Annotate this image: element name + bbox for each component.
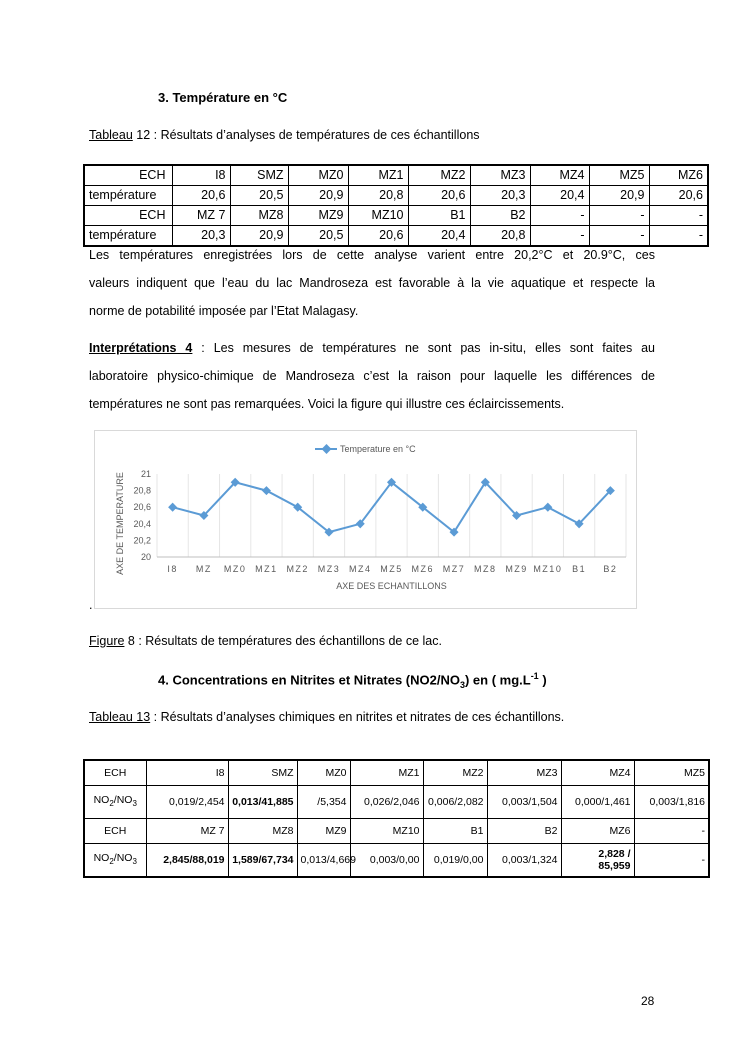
no-label-part: NO: [93, 851, 110, 864]
no-label-part: 2: [109, 857, 114, 867]
table-12-cell: 20,6: [408, 186, 470, 206]
chart-x-tick-label: MZ1: [255, 564, 278, 574]
table-13-cell: MZ2: [423, 760, 487, 786]
table-12-cell: 20,5: [230, 186, 288, 206]
section-4-heading-part-1: 4. Concentrations en Nitrites et Nitrates (NO2/NO: [158, 672, 460, 688]
table-12-row: [84, 186, 708, 206]
chart-x-tick-label: MZ4: [348, 564, 372, 574]
table-13-cell: B1: [423, 819, 487, 844]
page-number: 28: [641, 994, 655, 1008]
table-13-cell: 1,589/67,734: [228, 844, 297, 878]
table-12-cell: 20,9: [288, 186, 348, 206]
table-13-row: [84, 760, 709, 786]
interpretation-line-1: [89, 341, 655, 355]
chart-data-point: [543, 503, 552, 512]
figure-8-caption: [89, 634, 442, 648]
chart-x-tick-label: MZ8: [474, 564, 497, 574]
table-13-cell: MZ10: [350, 819, 423, 844]
table-12-cell: 20,6: [649, 186, 708, 206]
chart-x-tick-label: B1: [572, 564, 587, 574]
table-13-row-label: ECH: [84, 760, 146, 786]
temperature-line-chart: [95, 431, 636, 608]
figure-8-caption-label: Figure: [89, 634, 125, 648]
table-13-cell: MZ3: [487, 760, 561, 786]
chart-x-tick-label: MZ9: [505, 564, 528, 574]
table-13-cell: MZ6: [561, 819, 634, 844]
interpretation-line-2: laboratoire physico-chimique de Mandroseza c’est la raison pour laquelle les différences de: [89, 369, 655, 383]
table-12-cell: 20,6: [172, 186, 230, 206]
table-13-cell: 2,828 / 85,959: [561, 844, 634, 878]
table-12-cell: MZ6: [649, 165, 708, 186]
table-12-row: [84, 206, 708, 226]
table-12-row-label: ECH: [84, 206, 172, 226]
table-13-cell: 0,000/1,461: [561, 786, 634, 819]
table-13-caption-text: : Résultats d’analyses chimiques en nitrites et nitrates de ces échantillons.: [150, 710, 565, 724]
table-12-cell: 20,8: [470, 226, 530, 247]
table-12-cell: MZ1: [348, 165, 408, 186]
figure-8-caption-text: 8 : Résultats de températures des échantillons de ce lac.: [124, 634, 442, 648]
paragraph-1-line-2: valeurs indiquent que l’eau du lac Mandroseza est favorable à la vie aquatique et respecte la: [89, 276, 655, 290]
chart-data-point: [262, 486, 271, 495]
table-13-cell: 0,003/1,324: [487, 844, 561, 878]
table-13-cell: 0,026/2,046: [350, 786, 423, 819]
chart-y-tick-label: 20,6: [133, 502, 151, 513]
table-13-cell: SMZ: [228, 760, 297, 786]
table-12-cell: MZ10: [348, 206, 408, 226]
table-12-cell: -: [589, 226, 649, 247]
table-12-cell: 20,3: [470, 186, 530, 206]
table-12-cell: 20,8: [348, 186, 408, 206]
chart-x-tick-label: MZ0: [223, 564, 247, 574]
table-13-row: [84, 819, 709, 844]
no-label-part: 3: [132, 857, 137, 867]
table-12-row-label: ECH: [84, 165, 172, 186]
table-12-cell: -: [530, 226, 589, 247]
chart-x-tick-label: MZ: [195, 564, 212, 574]
table-12-row: [84, 165, 708, 186]
table-12-caption: [89, 128, 480, 142]
table-12-row-label: température: [84, 186, 172, 206]
no-label-part: /NO: [113, 793, 133, 806]
table-12-cell: B1: [408, 206, 470, 226]
table-13-cell: B2: [487, 819, 561, 844]
table-12-cell: MZ8: [230, 206, 288, 226]
table-12-cell: SMZ: [230, 165, 288, 186]
table-12-cell: -: [589, 206, 649, 226]
table-12-cell: -: [530, 206, 589, 226]
table-13-caption: [89, 710, 564, 724]
chart-y-tick-label: 20,2: [133, 535, 151, 546]
table-12-cell: MZ4: [530, 165, 589, 186]
interpretation-label: Interprétations 4: [89, 341, 193, 355]
table-13-cell: 2,845/88,019: [146, 844, 228, 878]
table-12-row-label: température: [84, 226, 172, 247]
chart-y-tick-label: 20: [140, 552, 151, 562]
table-13-cell: -: [634, 819, 709, 844]
table-12-cell: B2: [470, 206, 530, 226]
table-12-cell: 20,9: [589, 186, 649, 206]
table-13-cell: MZ4: [561, 760, 634, 786]
chart-y-axis-title: AXE DE TEMPERATURE: [115, 472, 125, 575]
table-13-cell: 0,003/1,816: [634, 786, 709, 819]
table-13-cell: MZ9: [297, 819, 350, 844]
table-13-row-label: [84, 786, 146, 819]
table-12-cell: MZ 7: [172, 206, 230, 226]
chart-data-point: [168, 503, 177, 512]
chart-y-tick-label: 21: [140, 469, 151, 479]
table-12-cell: 20,4: [530, 186, 589, 206]
chart-x-tick-label: MZ7: [442, 564, 466, 574]
table-13-cell: 0,013/41,885: [228, 786, 297, 819]
chart-x-tick-label: MZ10: [533, 564, 563, 574]
table-12-cell: 20,6: [348, 226, 408, 247]
interpretation-line-1-text: : Les mesures de températures ne sont pas in-situ, elles sont faites au: [192, 341, 656, 355]
nitrite-nitrate-table: [83, 759, 710, 878]
no-label-part: 2: [109, 799, 114, 809]
table-13-cell: 0,013/4,669: [297, 844, 350, 878]
table-12-cell: MZ3: [470, 165, 530, 186]
section-4-subscript: 3: [459, 679, 465, 690]
table-12-caption-text: 12 : Résultats d’analyses de températures de ces échantillons: [132, 128, 480, 142]
table-12-cell: 20,4: [408, 226, 470, 247]
chart-x-tick-label: MZ6: [411, 564, 435, 574]
paragraph-1-line-1: Les températures enregistrées lors de cette analyse varient entre 20,2°C et 20.9°C, ces: [89, 248, 655, 262]
temperature-table: [83, 164, 709, 247]
table-12-cell: 20,9: [230, 226, 288, 247]
table-12-cell: I8: [172, 165, 230, 186]
chart-x-tick-label: I8: [167, 564, 178, 574]
chart-y-tick-label: 20,8: [133, 485, 151, 496]
table-13-cell: 0,019/2,454: [146, 786, 228, 819]
table-12-cell: MZ9: [288, 206, 348, 226]
table-13-row-label: [84, 844, 146, 878]
section-4-heading: [158, 671, 547, 690]
table-13-cell: MZ 7: [146, 819, 228, 844]
table-13-cell: 0,003/1,504: [487, 786, 561, 819]
chart-x-tick-label: B2: [603, 564, 618, 574]
chart-y-tick-label: 20,4: [133, 518, 151, 529]
table-13-cell: MZ5: [634, 760, 709, 786]
chart-x-tick-label: MZ3: [317, 564, 341, 574]
table-13-cell: 0,019/0,00: [423, 844, 487, 878]
temperature-chart: [94, 430, 637, 609]
table-12-cell: 20,3: [172, 226, 230, 247]
table-12-cell: MZ0: [288, 165, 348, 186]
table-12-cell: -: [649, 206, 708, 226]
table-13-row-label: ECH: [84, 819, 146, 844]
paragraph-1-line-3: norme de potabilité imposée par l’Etat Malagasy.: [89, 304, 359, 318]
no-label-part: 3: [132, 799, 137, 809]
chart-legend-label: Temperature en °C: [340, 444, 416, 454]
table-13-cell: /5,354: [297, 786, 350, 819]
table-13-cell: MZ1: [350, 760, 423, 786]
table-12-cell: MZ2: [408, 165, 470, 186]
section-4-superscript: -1: [530, 671, 539, 681]
table-13-row: [84, 844, 709, 878]
dot-note: .: [89, 598, 93, 612]
section-4-heading-part-2: ) en ( mg.L: [464, 672, 531, 688]
table-12-cell: MZ5: [589, 165, 649, 186]
table-13-cell: 0,003/0,00: [350, 844, 423, 878]
no-label-part: /NO: [113, 851, 133, 864]
section-3-heading: 3. Température en °C: [158, 90, 288, 105]
interpretation-line-3: températures ne sont pas remarquées. Voici la figure qui illustre ces éclaircissements.: [89, 397, 565, 411]
table-13-cell: -: [634, 844, 709, 878]
chart-x-tick-label: MZ5: [380, 564, 403, 574]
section-4-heading-part-3: ): [538, 672, 547, 688]
table-12-caption-label: Tableau: [89, 128, 133, 142]
table-12-cell: -: [649, 226, 708, 247]
chart-legend-marker: [322, 444, 332, 454]
table-13-cell: 0,006/2,082: [423, 786, 487, 819]
chart-x-tick-label: MZ2: [286, 564, 309, 574]
table-12-row: [84, 226, 708, 247]
table-13-cell: I8: [146, 760, 228, 786]
table-12-cell: 20,5: [288, 226, 348, 247]
table-13-caption-label: Tableau 13: [89, 710, 151, 724]
table-13-cell: MZ0: [297, 760, 350, 786]
table-13-cell: MZ8: [228, 819, 297, 844]
table-13-row: [84, 786, 709, 819]
no-label-part: NO: [93, 793, 110, 806]
chart-x-axis-title: AXE DES ECHANTILLONS: [336, 581, 447, 591]
